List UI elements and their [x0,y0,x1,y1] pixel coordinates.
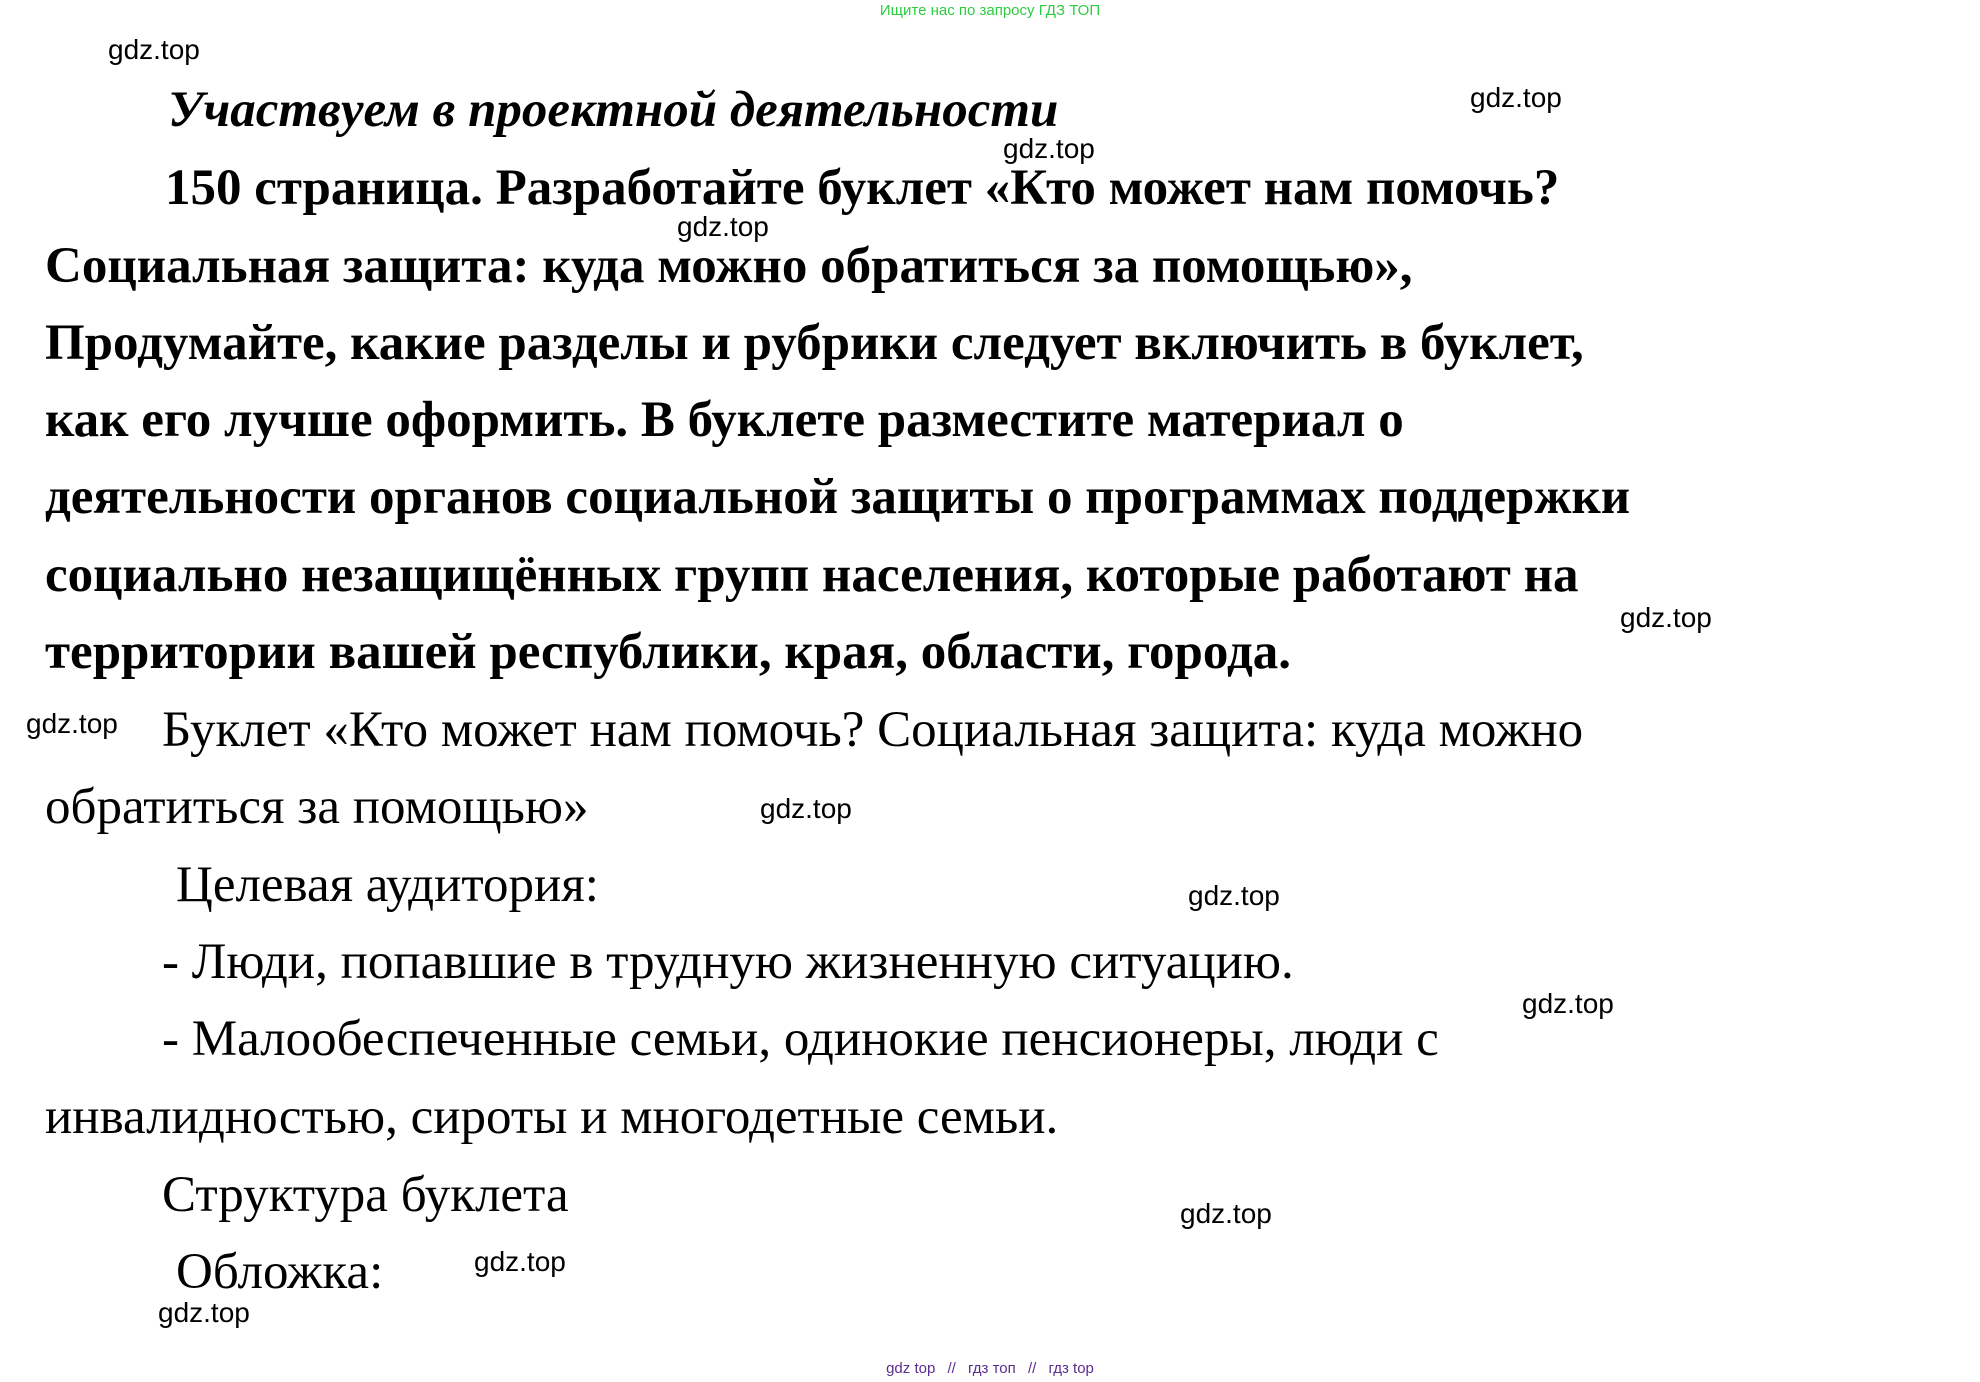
watermark: gdz.top [1188,880,1280,911]
top-banner: Ищите нас по запросу ГДЗ ТОП [879,2,1101,19]
watermark: gdz.top [1620,602,1712,633]
watermark: gdz.top [1003,133,1095,164]
bottom-banner-item[interactable]: гдз top [1048,1360,1094,1377]
answer-line: Обложка: [176,1244,384,1300]
answer-line: - Малообеспеченные семьи, одинокие пенсионеры, люди с [162,1011,1439,1067]
answer-line: обратиться за помощью» [45,779,589,835]
watermark: gdz.top [108,34,200,65]
watermark: gdz.top [760,793,852,824]
bottom-banner-separator: // [1027,1360,1037,1377]
watermark: gdz.top [1180,1198,1272,1229]
task-line: территории вашей республики, края, области, города. [45,624,1291,680]
answer-line: инвалидностью, сироты и многодетные семьи. [45,1089,1059,1145]
watermark: gdz.top [1470,82,1562,113]
watermark: gdz.top [26,708,118,739]
watermark: gdz.top [1522,988,1614,1019]
answer-line: Буклет «Кто может нам помочь? Социальная защита: куда можно [162,702,1584,758]
bottom-banner-item[interactable]: гдз топ [968,1360,1016,1377]
bottom-banner [0,1360,1980,1377]
task-line: Социальная защита: куда можно обратиться за помощью», [45,238,1413,294]
watermark: gdz.top [677,211,769,242]
watermark: gdz.top [158,1297,250,1328]
answer-line: Структура буклета [162,1167,569,1223]
task-line: деятельности органов социальной защиты о программах поддержки [45,469,1631,525]
watermark: gdz.top [474,1246,566,1277]
task-line: как его лучше оформить. В буклете разместите материал о [45,392,1404,448]
task-line: 150 страница. Разработайте буклет «Кто может нам помочь? [165,160,1560,216]
task-line: Продумайте, какие разделы и рубрики следует включить в буклет, [45,315,1584,371]
answer-line: Целевая аудитория: [176,857,599,913]
bottom-banner-item[interactable]: gdz top [886,1360,936,1377]
task-line: социально незащищённых групп населения, которые работают на [45,547,1579,603]
section-heading: Участвуем в проектной деятельности [168,82,1059,138]
answer-line: - Люди, попавшие в трудную жизненную ситуацию. [162,934,1294,990]
bottom-banner-separator: // [947,1360,956,1377]
